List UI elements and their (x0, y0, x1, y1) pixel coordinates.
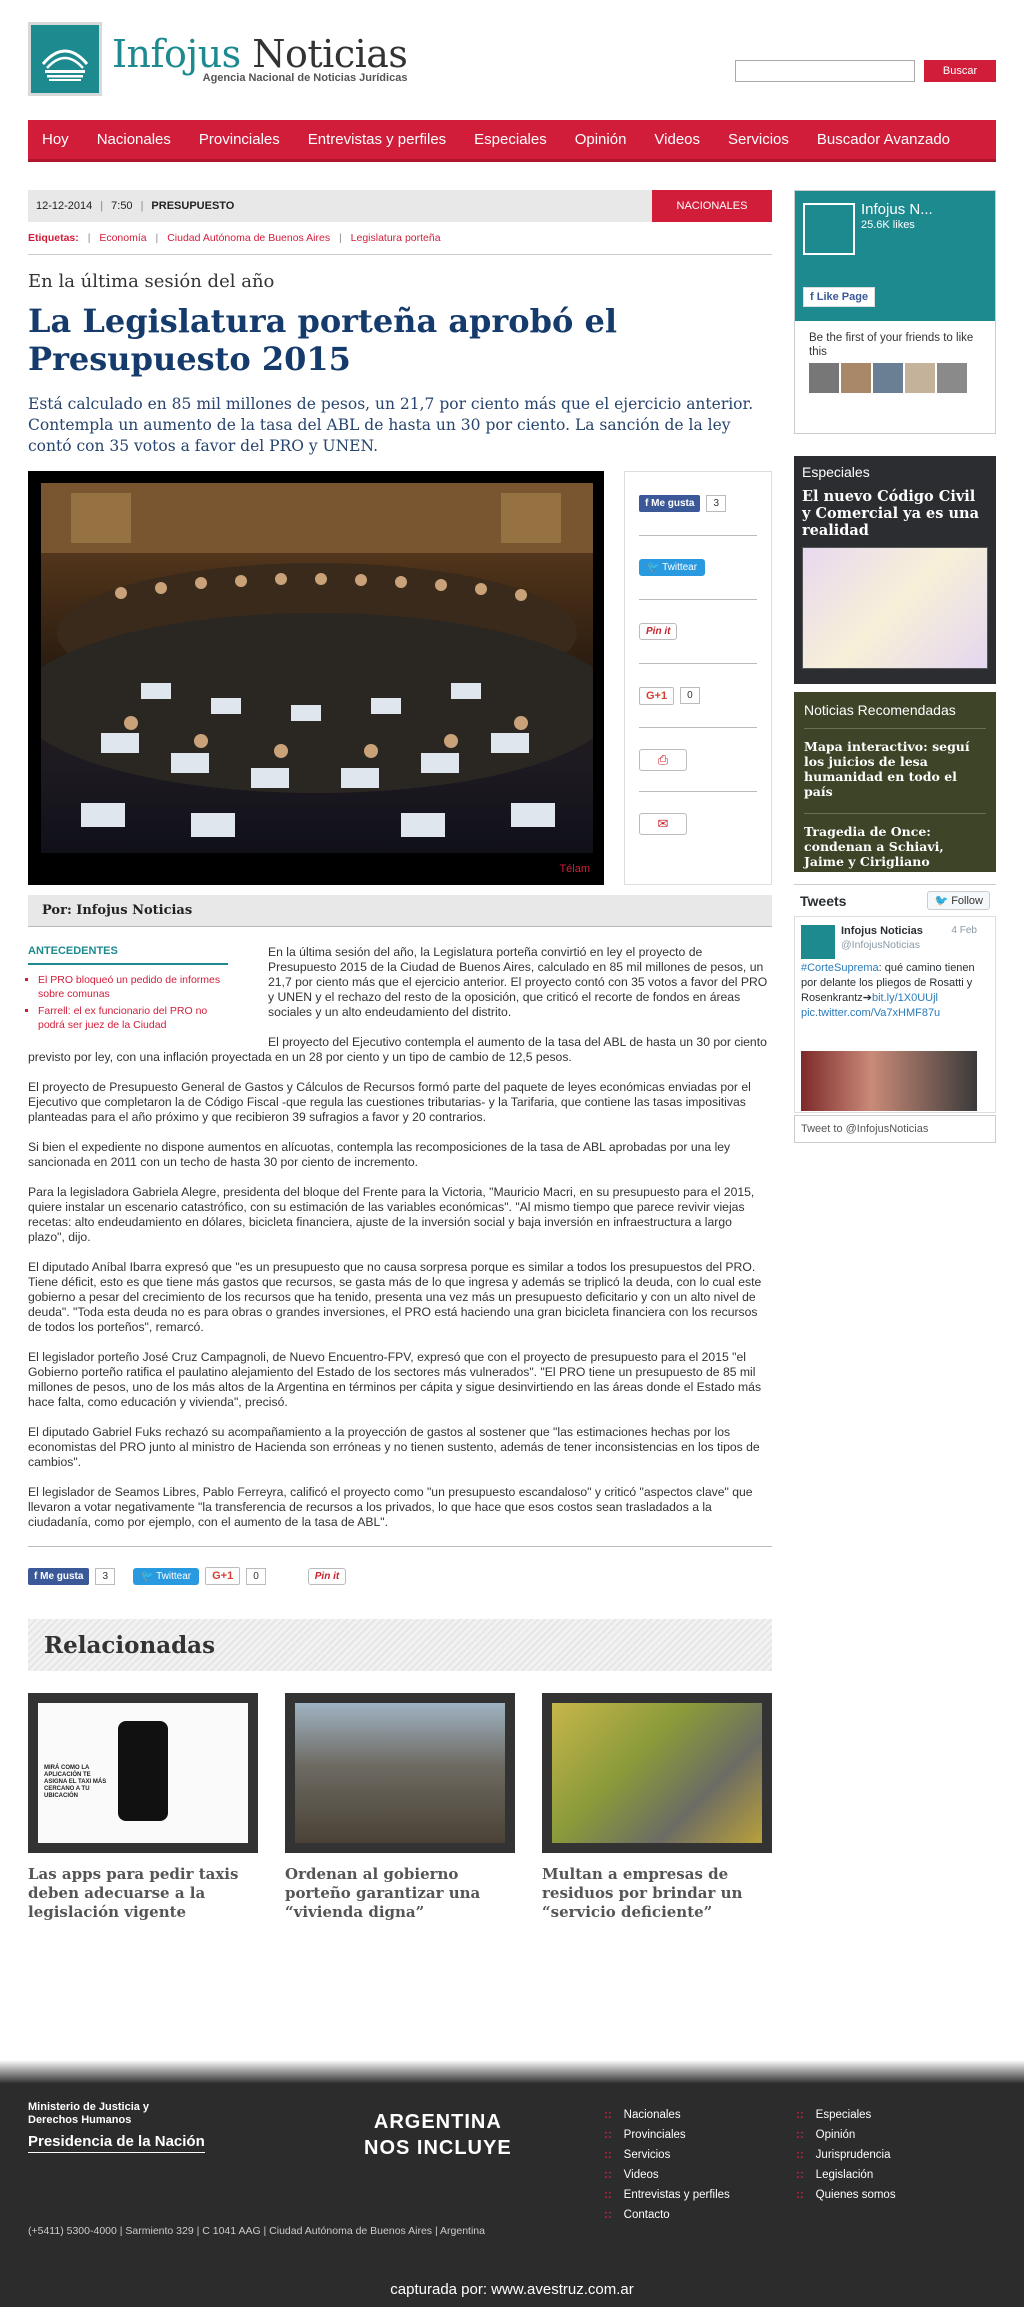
recommended-widget (794, 692, 996, 872)
article-paragraph: El proyecto de Presupuesto General de Gastos y Cálculos de Recursos formó parte del paquete de leyes económicas enviadas por el Ejecutivo que completaron la de Código Fiscal -que regula las cuestiones tributarias- y la Tarifaria, que contiene las tasas impositivas planteadas para el año próximo y que recibieron 39 sufragios a favor y 20 contrarios. (28, 1080, 751, 1124)
footer-link[interactable]: :: Nacionales (604, 2105, 730, 2125)
infojus-avatar-icon (803, 203, 855, 255)
print-icon[interactable]: ⎙ (639, 749, 687, 771)
tags-separator: | (155, 232, 159, 244)
related-title[interactable]: Las apps para pedir taxis deben adecuarse a la legislación vigente (28, 1865, 239, 1921)
tag-caba[interactable]: Ciudad Autónoma de Buenos Aires (167, 232, 331, 244)
facebook-like-button-bottom[interactable]: f Me gusta (28, 1568, 89, 1585)
article-paragraph: El legislador porteño José Cruz Campagnoli, de Nuevo Encuentro-FPV, expresó que con el proyecto de presupuesto para el 2015 "el Gobierno porteño ratifica el paulatino alejamiento del Estado de los sectores más vulnerados". "El PRO tiene un presupuesto de 85 mil millones de pesos, uno de los más altos de la Argentina en términos per cápita y sigue desinvirtiendo en las áreas donde el Estado más hace falta, como educación y vivienda", precisó. (28, 1350, 762, 1409)
nav-item-especiales[interactable]: Especiales (474, 131, 547, 148)
avatar[interactable] (809, 363, 839, 393)
capture-credit: capturada por: www.avestruz.com.ar (390, 2281, 634, 2298)
tweet-author-name[interactable]: Infojus Noticias (841, 925, 923, 937)
facebook-page-name[interactable]: Infojus N... (861, 201, 933, 218)
footer-link[interactable]: :: Opinión (796, 2125, 896, 2145)
legislature-session-photo (41, 483, 593, 853)
follow-label: Follow (951, 895, 983, 907)
facebook-page-widget (794, 190, 996, 434)
related-card[interactable] (28, 1693, 258, 1922)
footer-argentina-logo[interactable] (364, 2109, 512, 2161)
logo-text (112, 34, 407, 84)
facebook-like-label: Me gusta (40, 1570, 84, 1582)
related-section-title: Relacionadas (28, 1619, 772, 1671)
main-nav (28, 120, 996, 162)
avatar[interactable] (841, 363, 871, 393)
site-footer (0, 2083, 1024, 2307)
footer-link[interactable]: :: Quienes somos (796, 2185, 896, 2205)
logo-emblem-icon (28, 22, 102, 96)
related-card[interactable] (285, 1693, 515, 1922)
footer-link[interactable]: :: Videos (604, 2165, 730, 2185)
related-image (28, 1693, 258, 1853)
footer-links-col1 (604, 2105, 730, 2225)
sidebar (794, 190, 996, 1148)
gplus-button[interactable]: G+1 (639, 687, 674, 705)
avatar[interactable] (905, 363, 935, 393)
article-body (28, 945, 772, 1922)
facebook-like-button[interactable]: f Me gusta (639, 495, 700, 512)
footer-presidency[interactable]: Presidencia de la Nación (28, 2133, 205, 2153)
related-grid (28, 1693, 772, 1922)
footer-links-col2 (796, 2105, 896, 2205)
tweet-pic-link[interactable]: pic.twitter.com/Va7xHMF87u (801, 1007, 941, 1019)
footer-address: (+5411) 5300-4000 | Sarmiento 329 | C 1041 AAG | Ciudad Autónoma de Buenos Aires | Argentina (28, 2225, 485, 2237)
nav-item-provinciales[interactable]: Provinciales (198, 131, 280, 148)
tweet-body: : qué camino tienen por delante los pliegos de Rosatti y Rosenkrantz➔ (801, 962, 975, 1004)
bottom-share-bar (28, 1546, 772, 1585)
tweet-to-input[interactable]: Tweet to @InfojusNoticias (794, 1115, 996, 1143)
nav-item-buscador[interactable]: Buscador Avanzado (816, 131, 951, 148)
pinterest-button[interactable]: Pin it (639, 623, 677, 640)
share-gplus (639, 664, 757, 728)
article-lead: Está calculado en 85 mil millones de pesos, un 21,7 por ciento más que el ejercicio anterior. Contempla un aumento de la tasa del ABL de hasta un 30 por ciento. La sanción de la ley contó con 35 votos a favor del PRO y UNEN. (28, 395, 754, 455)
article-paragraph: El proyecto del Ejecutivo contempla el aumento de la tasa del ABL de hasta un 30 por ciento previsto por ley, con una inflación proyectada en un 28 por ciento y un tipo de cambio de 12,5 pesos. (28, 1035, 767, 1064)
avatar[interactable] (801, 925, 835, 959)
share-twitter (639, 536, 757, 600)
phone-icon (118, 1721, 168, 1821)
antecedentes-box (28, 945, 228, 1035)
article-kicker: En la última sesión del año (28, 271, 275, 292)
related-title[interactable]: Ordenan al gobierno porteño garantizar una “vivienda digna” (285, 1865, 481, 1921)
section-tag-nacionales[interactable]: NACIONALES (652, 190, 772, 222)
facebook-like-label: Me gusta (651, 498, 695, 509)
gplus-button-bottom[interactable]: G+1 (205, 1567, 240, 1585)
article-headline: La Legislatura porteña aprobó el Presupuesto 2015 (28, 302, 617, 378)
residuos-image (552, 1703, 762, 1843)
nav-item-videos[interactable]: Videos (654, 131, 701, 148)
article-category: PRESUPUESTO (151, 200, 235, 212)
article-main (28, 190, 772, 1922)
related-image (285, 1693, 515, 1853)
argentina-line1: ARGENTINA (373, 2111, 502, 2133)
avatar[interactable] (937, 363, 967, 393)
gplus-count-bottom: 0 (246, 1568, 266, 1585)
avatar[interactable] (873, 363, 903, 393)
logo-title-a: Infojus (112, 32, 241, 76)
article-date: 12-12-2014 (36, 200, 93, 212)
article-meta-bar (28, 190, 772, 222)
nav-item-opinion[interactable]: Opinión (574, 131, 627, 148)
footer-link[interactable]: :: Provinciales (604, 2125, 730, 2145)
site-header (0, 0, 1024, 120)
related-card[interactable] (542, 1693, 772, 1922)
article-paragraph: El diputado Aníbal Ibarra expresó que "es un presupuesto que no causa sorpresa porque es similar a todos los presupuestos del PRO. Tiene déficit, esto es que tiene más gastos que recursos, se gasta más de lo que ingresa y además se triplicó la deuda, con lo cual este gobierno a pesar del crecimiento de los recursos que ha tenido, presenta una vez más un presupuesto deficitario y con un alto nivel de deuda". "Toda esta deuda no es para obras o grandes inversiones, el PRO está haciendo una gran bicicleta financiera con los recursos de todos los porteños", remarcó. (28, 1260, 762, 1334)
share-facebook (639, 472, 757, 536)
article-paragraph: Si bien el expediente no dispone aumentos en alícuotas, contempla las recomposiciones de la tasa de ABL aprobadas por una ley sancionada en 2011 con un techo de hasta 30 por ciento de incremento. (28, 1140, 731, 1169)
nav-item-nacionales[interactable]: Nacionales (96, 131, 171, 148)
twitter-share-button[interactable]: 🐦 Twittear (639, 559, 705, 576)
argentina-line2: NOS INCLUYE (364, 2137, 512, 2159)
facebook-like-count: 3 (706, 495, 726, 512)
logo-title-b: Noticias (252, 32, 408, 76)
footer-ministry[interactable]: Ministerio de Justicia y Derechos Humanos (28, 2101, 150, 2126)
tweet-timeline[interactable] (794, 917, 996, 1113)
facebook-page-header (795, 191, 995, 321)
footer-link[interactable]: :: Legislación (796, 2165, 896, 2185)
tag-economia[interactable]: Economía (99, 232, 147, 244)
share-print (639, 728, 757, 792)
share-email (639, 792, 757, 856)
meta-separator: | (140, 200, 144, 212)
footer-link[interactable]: :: Servicios (604, 2145, 730, 2165)
antecedentes-list (28, 973, 228, 1032)
vivienda-image (295, 1703, 505, 1843)
recommended-label: Noticias Recomendadas (804, 702, 986, 729)
search-input[interactable] (735, 60, 915, 82)
tweets-title: Tweets (800, 892, 847, 909)
article-time: 7:50 (111, 200, 133, 212)
facebook-page-likes: 25.6K likes (861, 219, 915, 231)
article-byline: Por: Infojus Noticias (28, 895, 772, 927)
taxi-app-image (38, 1703, 248, 1843)
facebook-faces (795, 363, 995, 393)
search-button[interactable]: Buscar (924, 60, 996, 82)
article-paragraph: El legislador de Seamos Libres, Pablo Ferreyra, calificó el proyecto como "un presupuesto escandaloso" y criticó "aspectos clave" que llevaron a votar negativamente "la transferencia de recursos a los privados, lo que hace que esos costos sean trasladados a la ciudadanía, como por ejemplo, con el aumento de la tasa de ABL". (28, 1485, 753, 1529)
nav-item-servicios[interactable]: Servicios (728, 131, 789, 148)
recommended-item[interactable]: Mapa interactivo: seguí los juicios de lesa humanidad en todo el país (804, 729, 986, 814)
article-paragraph: El diputado Gabriel Fuks rechazó su acompañamiento a la proyección de gastos al sostener que "las estimaciones hechas por los economistas del PRO junto al ministro de Hacienda son erróneas y no tienen sustento, además de tener inconsistencias en los tipos de cambios". (28, 1425, 760, 1469)
twitter-share-label: Twittear (662, 562, 698, 573)
especiales-widget[interactable] (794, 456, 996, 684)
tags-label: Etiquetas: (28, 232, 79, 244)
article-tags (28, 232, 772, 255)
footer-link[interactable]: :: Contacto (604, 2205, 730, 2225)
meta-separator: | (100, 200, 104, 212)
facebook-like-page-button[interactable]: f Like Page (803, 287, 875, 307)
tag-legislatura[interactable]: Legislatura porteña (350, 232, 441, 244)
nav-item-hoy[interactable]: Hoy (42, 131, 69, 148)
article-paragraph: Para la legisladora Gabriela Alegre, presidenta del bloque del Frente para la Victoria, "Mauricio Macri, en su presupuesto para el 2015, quiere instalar un escenario catastrófico, con su estimación de las variables económicas". "Al mismo tiempo que parece revivir viejas recetas: alto endeudamiento en dólares, bicicleta financiera, ajuste de la inversión social y baja inversión en infraestructura a largo plazo", dijo. (28, 1185, 755, 1244)
tweet-photo[interactable] (801, 1051, 977, 1111)
footer-link[interactable]: :: Entrevistas y perfiles (604, 2185, 730, 2205)
twitter-share-label: Twittear (156, 1570, 192, 1582)
recommended-item[interactable]: Tragedia de Once: condenan a Schiavi, Jaime y Cirigliano (804, 824, 944, 869)
footer-link[interactable]: :: Jurisprudencia (796, 2145, 896, 2165)
tweet-text (801, 961, 977, 1021)
related-image (542, 1693, 772, 1853)
logo-subtitle: Agencia Nacional de Noticias Jurídicas (202, 72, 408, 84)
gplus-count: 0 (680, 687, 700, 704)
especiales-label: Especiales (802, 464, 870, 480)
antecedente-link[interactable]: ▪ Farrell: el ex funcionario del PRO no podrá ser juez de la Ciudad (38, 1004, 228, 1032)
tweet-hashtag[interactable]: #CorteSuprema (801, 962, 879, 974)
related-title[interactable]: Multan a empresas de residuos por brindar un “servicio deficiente” (542, 1865, 743, 1921)
article-paragraph: En la última sesión del año, la Legislatura porteña convirtió en ley el proyecto de Presupuesto 2015 de la Ciudad de Buenos Aires, calculado en 85 mil millones de pesos, un 21,7 por ciento más que el ejercicio anterior. El proyecto contó con 35 votos a favor del PRO y UNEN y el rechazo del resto de la oposición, que criticó el recorte de fondos en áreas sociales y un alto endeudamiento del distrito. (268, 945, 768, 1019)
antecedente-link[interactable]: ▪ El PRO bloqueó un pedido de informes sobre comunas (38, 973, 228, 1001)
twitter-widget (794, 884, 996, 1148)
tags-separator: | (339, 232, 342, 244)
tweet-link[interactable]: bit.ly/1X0UUjl (871, 992, 938, 1004)
facebook-friends-text: Be the first of your friends to like this (809, 332, 974, 358)
article-photo[interactable] (28, 471, 604, 885)
photo-credit: Télam (559, 863, 590, 875)
email-icon[interactable]: ✉ (639, 813, 687, 835)
codigo-civil-image (802, 547, 988, 669)
share-column (624, 471, 772, 885)
especiales-title[interactable]: El nuevo Código Civil y Comercial ya es una realidad (802, 488, 979, 539)
facebook-like-count-bottom: 3 (95, 1568, 115, 1585)
pinterest-button-bottom[interactable]: Pin it (308, 1568, 346, 1585)
logo-title (112, 34, 407, 74)
nav-item-entrevistas[interactable]: Entrevistas y perfiles (307, 131, 447, 148)
footer-link[interactable]: :: Especiales (796, 2105, 896, 2125)
like-page-label: Like Page (816, 291, 869, 303)
twitter-share-button-bottom[interactable]: 🐦 Twittear (133, 1568, 199, 1585)
media-row (28, 471, 772, 885)
twitter-follow-button[interactable]: 🐦 Follow (927, 891, 990, 910)
share-pinterest (639, 600, 757, 664)
site-logo[interactable] (28, 22, 407, 96)
antecedentes-title: ANTECEDENTES (28, 945, 228, 965)
twitter-widget-header (794, 885, 996, 917)
tags-separator: | (87, 232, 91, 244)
tweet-author-handle[interactable]: @InfojusNoticias (841, 939, 920, 951)
taxi-app-caption: MIRÁ COMO LA APLICACIÓN TE ASIGNA EL TAXI MÁS CERCANO A TU UBICACIÓN (44, 1765, 107, 1799)
tweet-date[interactable]: 4 Feb (951, 925, 977, 936)
footer-fade (0, 2060, 1024, 2084)
